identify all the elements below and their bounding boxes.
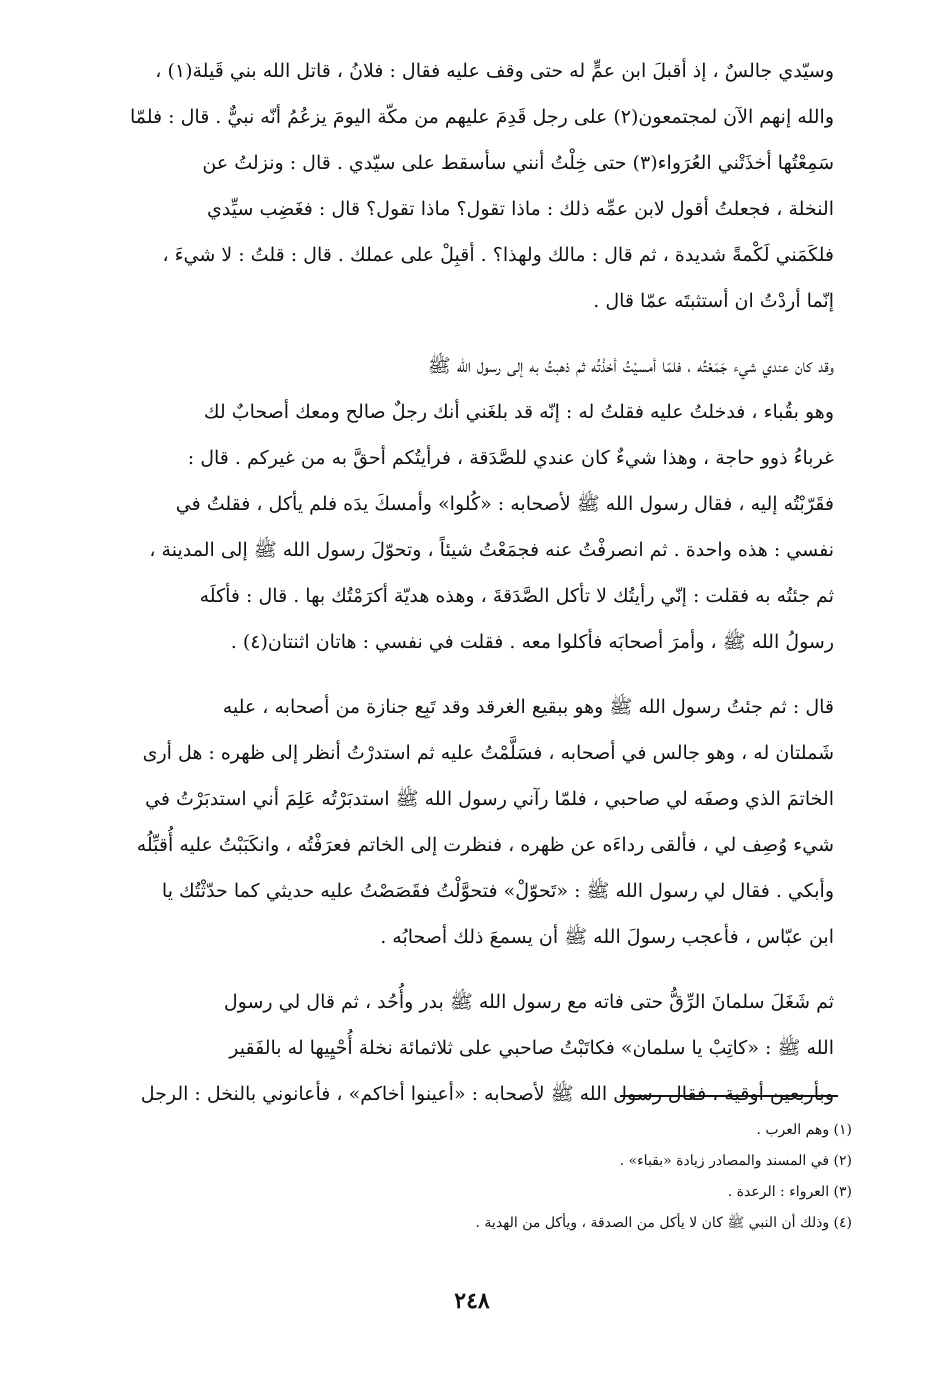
page-number: ٢٤٨ [454,1288,490,1314]
footnote-divider [620,1095,838,1097]
text-line: إنّما أردْتُ ان أستثبتَه عمّا قال . [593,290,834,312]
text-line: شيء وُصِف لي ، فألقى رداءَه عن ظهره ، فنظرت إلى الخاتم فعرَفْتُه ، وانكَبَبْتُ عليه أُقبِّلُه [136,834,834,856]
text-line: الخاتمَ الذي وصفَه لي صاحبي ، فلمّا رآني رسول الله ﷺ استدبَرْتُه عَلِمَ أني استدبَرْتُ في [145,788,834,810]
text-line: الله ﷺ : «كاتِبْ يا سلمان» فكاتَبْتُ صاحبي على ثلاثمائة نخلة أُحْيِيها له بالفَقير [229,1037,834,1059]
footnote-4: (٤) وذلك أن النبي ﷺ كان لا يأكل من الصدقة ، ويأكل من الهدية . [475,1215,852,1231]
footnotes [92,1115,852,1239]
text-line: رسولُ الله ﷺ ، وأمرَ أصحابَه فأكلوا معه . فقلت في نفسي : هاتان اثنتان(٤) . [230,631,834,653]
text-line: شَملتان له ، وهو جالس في أصحابه ، فسَلَّمْتُ عليه ثم استدرْتُ أنظر إلى ظهره : هل أرى [142,742,834,764]
paragraph-gap [92,665,834,684]
text-line: غرباءُ ذوو حاجة ، وهذا شيءٌ كان عندي للصَّدَقة ، فرأيتُكم أحقَّ به من غيركم . قال : [187,447,834,469]
text-line: وسيّدي جالسٌ ، إذ أقبلَ ابن عمٍّ له حتى وقف عليه فقال : فلانُ ، قاتل الله بني قَيلة(١) ، [155,60,834,82]
paragraph-gap [92,960,834,979]
text-line: نفسي : هذه واحدة . ثم انصرفْتُ عنه فجمَعْتُ شيئاً ، وتحوّلَ رسول الله ﷺ إلى المدينة ، [149,539,834,561]
footnote-3: (٣) العرواء : الرعدة . [727,1184,852,1200]
text-line: ابن عبّاس ، فأعجب رسولَ الله ﷺ أن يسمعَ ذلك أصحابُه . [380,926,834,948]
paragraph-1 [92,48,834,324]
text-line: وبأربعين أوقية ، فقال رسول الله ﷺ لأصحابه : «أعينوا أخاكم» ، فأعانوني بالنخل : الرجل [140,1083,834,1105]
text-line: وقد كان عندي شيء جَمَعْتُه ، فلمّا أمسيْتُ أخذْتُه ثم ذهبتُ به إلى رسول الله ﷺ [427,355,834,377]
paragraph-3 [92,684,834,960]
text-line: والله إنهم الآن لمجتمعون(٢) على رجل قَدِمَ عليهم من مكّة اليومَ يزعُمُ أنّه نبيٌّ . قال : فلمّا [129,106,834,128]
text-line: وهو بقُباء ، فدخلتُ عليه فقلتُ له : إنّه قد بلغَني أنك رجلٌ صالح ومعك أصحابٌ لك [203,401,834,423]
text-line: النخلة ، فجعلتُ أقول لابن عمِّه ذلك : ماذا تقول؟ ماذا تقول؟ قال : فغَضِب سيِّدي [206,198,834,220]
text-line: قال : ثم جئتُ رسول الله ﷺ وهو ببقيع الغرقد وقد تَبِع جنازة من أصحابه ، عليه [222,696,834,718]
text-line: وأبكي . فقال لي رسول الله ﷺ : «تَحوّلْ» فتحوَّلْتُ فقَصَصْتُ عليه حديثي كما حدّثْتُك يا [161,880,834,902]
text-line: ثم جئتُه به فقلت : إنّي رأيتُك لا تأكل الصَّدَقةَ ، وهذه هديّة أكرَمْتُك بها . قال : فأكلَه [199,585,834,607]
footnote-2: (٢) في المسند والمصادر زيادة «بقباء» . [619,1153,852,1169]
text-line: فلكَمَني لَكْمةً شديدة ، ثم قال : مالك ولهذا؟ . أقبِلْ على عملك . قال : قلتُ : لا شيءَ ، [162,244,834,266]
text-line: فقَرّبْتُه إليه ، فقال رسول الله ﷺ لأصحابه : «كُلوا» وأمسكَ يدَه فلم يأكل ، فقلتُ في [175,493,834,515]
footnote-1: (١) وهم العرب . [756,1122,852,1138]
text-line: ثم شَغَلَ سلمانَ الرِّقُّ حتى فاته مع رسول الله ﷺ بدر وأُحُد ، ثم قال لي رسول [223,991,834,1013]
paragraph-2 [92,343,834,665]
paragraph-gap [92,324,834,343]
text-line: سَمِعْتُها أخذَتْني العُرَواء(٣) حتى خِلْتُ أنني سأسقط على سيّدي . قال : ونزلتُ عن [202,152,834,174]
main-text [92,48,834,1117]
